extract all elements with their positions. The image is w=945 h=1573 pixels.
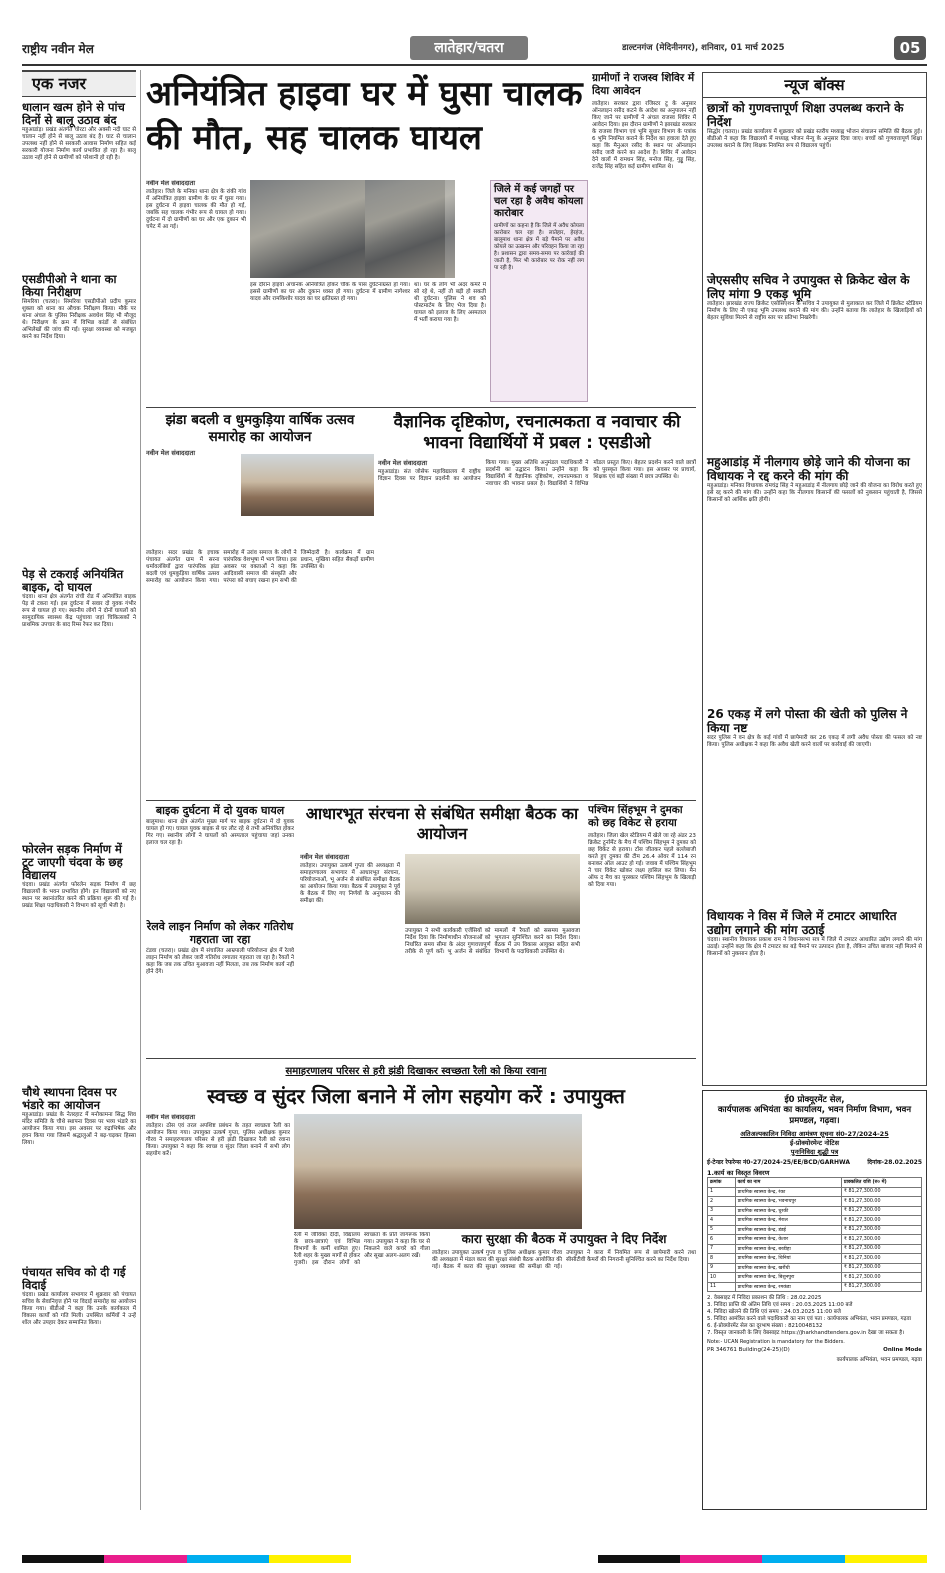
tender-date: दिनांक-28.02.2025 <box>867 1159 922 1166</box>
column-divider <box>140 70 141 1510</box>
tender-cell: 11 <box>708 1282 736 1292</box>
news-box-label <box>703 73 926 98</box>
tender-cell: प्राथमिक स्वास्थ्य केन्द्र, केतार <box>735 1235 841 1245</box>
tender-sub-2: पुनःनिविदा शुद्धी पत्र <box>790 1148 839 1156</box>
rail-story <box>146 920 294 1055</box>
tender-row <box>708 1244 922 1254</box>
lead-photo-2 <box>365 180 455 278</box>
swachh-body-1-text: लातेहार। ठोस एवं तरल अपशिष्ट प्रबंधन के तहत स्वच्छता रैली का आयोजन किया गया। उपायुक्त उत्कर्ष गुप्ता, पुलिस अधीक्षक कुमार गौरव ने समाहरणालय परिसर से हरी झंडी दिखाकर रैली को रवाना किया। उपायुक्त ने कहा कि स्वच्छ व सुंदर जिला बनाने में सभी लोग सहयोग करें। <box>146 1123 290 1157</box>
page-number: 05 <box>894 36 926 60</box>
brief-3-body: चंदवा। थाना क्षेत्र अंतर्गत रांची रोड में अनियंत्रित बाइक पेड़ से टकरा गई। इस दुर्घटना में सवार दो युवक गंभीर रूप से घायल हो गए। स्थानीय लोगों ने दोनों घायलों को सामुदायिक स्वास्थ्य केंद्र पहुंचाया जहां चिकित्सकों ने प्राथमिक उपचार के बाद रिम्स रेफर कर दिया। <box>22 594 136 628</box>
news-4-body: सदर पुलिस ने वन क्षेत्र के कई गांवों में छापेमारी कर 26 एकड़ में लगी अवैध पोस्ता की फसल को नष्ट किया। पुलिस अधीक्षक ने कहा कि अवैध खेती करने वालों पर कार्रवाई की जाएगी। <box>707 735 922 748</box>
brief-2-headline: एसडीपीओ ने थाना का किया निरीक्षण <box>22 272 117 299</box>
tender-cell: प्राथमिक स्वास्थ्य केन्द्र, रमकंडा <box>735 1282 841 1292</box>
tender-cell: ₹ 81,27,300.00 <box>841 1244 921 1254</box>
tender-row <box>708 1263 922 1273</box>
science-body <box>378 460 696 790</box>
tender-row <box>708 1225 922 1235</box>
brief-2-body: सिमरिया (चतरा)। सिमरिया एसडीपीओ प्रदीप कुमार शुक्ला को थाना का औचक निरीक्षण किया। मौके पर थाना अंचल के पुलिस निरीक्षक अवधेश सिंह भी मौजूद थे। निरीक्षण के क्रम में विभिन्न कांडों से संबंधित अभिलेखों की जांच की गई। सुरक्षा व्यवस्था को मजबूत करने का निर्देश दिया। <box>22 299 136 340</box>
news-box <box>702 72 927 1086</box>
tender-note: Note:- UCAN Registration is mandatory for the Bidders. <box>707 1339 845 1345</box>
tender-row <box>708 1254 922 1264</box>
tender-item: 7. विस्तृत जानकारी के लिए वेबसाइट https://jharkhandtenders.gov.in देखा जा सकता है। <box>707 1330 905 1336</box>
tender-cell: ₹ 81,27,300.00 <box>841 1282 921 1292</box>
tender-pr: PR 346761 Building(24-25)(D) <box>707 1347 790 1353</box>
coal-box-headline: जिले में कई जगहों पर चल रहा है अवैध कोयला कारोबार <box>494 184 584 219</box>
bike-body: बालूमाथ। थाना क्षेत्र अंतर्गत मुख्य मार्ग पर बाइक दुर्घटना में दो युवक घायल हो गए। घायल युवक बाइक से घर लौट रहे थे तभी अनियंत्रित होकर गिर गए। स्थानीय लोगों ने घायलों को अस्पताल पहुंचाया जहां उनका इलाज चल रहा है। <box>146 819 294 846</box>
news-box-label-text: न्यूज बॉक्स <box>784 76 845 94</box>
flag-body: लातेहार। सदर प्रखंड के इचाक पंचायत अंतर्गत ग्राम में सरना धर्मावलंबियों द्वारा पारंपरिक झंडा बदली एवं धुमकुड़िया वार्षिक उत्सव समारोह का आयोजन किया गया। समारोह में उरांव समाज के लोगों ने पारंपरिक वेशभूषा में भाग लिया। इस अवसर पर वक्ताओं ने कहा कि आदिवासी समाज की संस्कृति और परंपरा को बचाए रखना हम सभी की जिम्मेदारी है। कार्यक्रम में ग्राम प्रधान, मुखिया सहित सैकड़ों ग्रामीण उपस्थित थे। <box>146 550 374 584</box>
rail-headline: रेलवे लाइन निर्माण को लेकर गतिरोध गहराता जा रहा <box>146 920 294 946</box>
bike-story <box>146 804 294 914</box>
coal-box <box>490 180 588 402</box>
tender-cell: 2 <box>708 1197 736 1207</box>
lead-body-col-1 <box>146 180 246 405</box>
tender-item: 5. निविदा आमंत्रित करने वाले पदाधिकारी का नाम एवं पता : कार्यपालक अभियंता, भवन प्रमण्डल, गढ़वा <box>707 1316 911 1322</box>
tender-sub-1: ई-प्रोक्योरमेन्ट नोटिस <box>790 1139 839 1147</box>
infra-headline: आधारभूत संरचना से संबंधित समीक्षा बैठक का आयोजन <box>305 804 579 843</box>
revenue-body: लातेहार। सरकार द्वारा रजिस्टर टू के अनुसार ऑनलाइन रसीद कटने के आदेश का अनुपालन नहीं किए जाने पर ग्रामीणों ने अंचल राजस्व शिविर में आवेदन दिया। इस दौरान ग्रामीणों ने झारखंड सरकार के राजस्व विभाग एवं भूमि सुधार विभाग के पत्रांक 6 भूमि नियमित कराने के निर्देश का हवाला देते हुए कहा कि मैनुअल रसीद के स्थान पर ऑनलाइन रसीद जारी करने का आदेश है। शिविर में आवेदन देने वालों में रामधन सिंह, मनोज सिंह, गुड्डू सिंह, राजेंद्र सिंह सहित कई ग्रामीण शामिल थे। <box>592 101 696 170</box>
tender-cell: प्राथमिक स्वास्थ्य केन्द्र, बिशुनपुरा <box>735 1273 841 1283</box>
tender-cell: ₹ 81,27,300.00 <box>841 1216 921 1226</box>
tender-cell: प्राथमिक स्वास्थ्य केन्द्र, डंडई <box>735 1225 841 1235</box>
tender-row <box>708 1197 922 1207</box>
tender-col-3: प्राक्कलित राशि (रु० में) <box>841 1178 921 1188</box>
infra-body-2: उपायुक्त ने सभी कार्यकारी एजेंसियों को निर्देश दिया कि निर्माणाधीन योजनाओं को निर्धारित समय सीमा के अंदर गुणवत्तापूर्ण तरीके से पूर्ण करें। भू अर्जन से संबंधित मामलों में रैयतों को ससमय मुआवजा भुगतान सुनिश्चित करने का निर्देश दिया। बैठक में उप विकास आयुक्त सहित सभी विभागों के पदाधिकारी उपस्थित थे। <box>405 928 580 955</box>
lead-body-col-2: इस दौरान हाइवा अचानक अनियंत्रित होकर चौक के पास दुर्घटनाग्रस्त हो गया। इससे ग्रामीणों का घर और दुकान ध्वस्त हो गया। दुर्घटना में ग्रामीण नागेश्वर यादव और रामकिशोर यादव का घर क्षतिग्रस्त हो गया। <box>250 282 410 302</box>
section-banner <box>410 36 528 60</box>
cricket-body: लातेहार। जिला खेल स्टेडियम में खेले जा रहे अंडर 23 क्रिकेट टूर्नामेंट के मैच में पश्चिम सिंहभूम ने दुमका को छह विकेट से हराया। टॉस जीतकर पहले बल्लेबाजी करते हुए दुमका की टीम 26.4 ओवर में 114 रन बनाकर ऑल आउट हो गई। जवाब में पश्चिम सिंहभूम ने चार विकेट खोकर लक्ष्य हासिल कर लिया। मैन ऑफ द मैच का पुरस्कार पश्चिम सिंहभूम के खिलाड़ी को दिया गया। <box>588 833 696 888</box>
jail-story <box>432 1232 696 1507</box>
jail-headline: कारा सुरक्षा की बैठक में उपायुक्त ने दिए निर्देश <box>461 1232 667 1246</box>
tender-cell: ₹ 81,27,300.00 <box>841 1225 921 1235</box>
masthead-rule <box>22 64 927 66</box>
lead-headline: अनियंत्रित हाइवा घर में घुसा चालक की मौत, सह चालक घायल <box>146 74 583 158</box>
tender-cell: 8 <box>708 1254 736 1264</box>
tender-row <box>708 1206 922 1216</box>
brief-6-headline: पंचायत सचिव को दी गई विदाई <box>22 1265 126 1292</box>
news-3-headline: महुआडांड़ में नीलगाय छोड़े जाने की योजना का विधायक ने रद्द करने की मांग की <box>707 455 910 483</box>
brief-5-body: महुआडांड़। प्रखंड के नेतरहाट में मनोकामना सिद्ध शिव मंदिर समिति के चौथे स्थापना दिवस पर भव्य भंडारे का आयोजन किया गया। इस अवसर पर रुद्राभिषेक और हवन किया गया जिसमें श्रद्धालुओं ने बढ़-चढ़कर हिस्सा लिया। <box>22 1112 136 1146</box>
cricket-story <box>588 804 696 1054</box>
news-1-headline: छात्रों को गुणवत्तापूर्ण शिक्षा उपलब्ध कराने के निर्देश <box>707 101 904 129</box>
tender-cell: प्राथमिक स्वास्थ्य केन्द्र, धुरकी <box>735 1206 841 1216</box>
tender-row <box>708 1282 922 1292</box>
tender-cell: ₹ 81,27,300.00 <box>841 1206 921 1216</box>
tender-cell: 5 <box>708 1225 736 1235</box>
news-5-body: चंदवा। स्थानीय विधायक प्रकाश राम ने विधानसभा सत्र में जिले में टमाटर आधारित उद्योग लगाने की मांग उठाई। उन्होंने कहा कि क्षेत्र में टमाटर का बड़े पैमाने पर उत्पादन होता है, लेकिन उचित बाजार नहीं मिलने से किसानों को नुकसान होता है। <box>707 937 922 957</box>
tender-cell: 6 <box>708 1235 736 1245</box>
brief-1-body: महुआडांड़। प्रखंड अंतर्गत चोरटा और अक्सी नदी घाट से चालान नहीं होने से बालू उठाव बंद है। घाट से चालान उपलब्ध नहीं होने से सरकारी आवास निर्माण सहित कई सरकारी योजना निर्माण कार्य प्रभावित हो रहा है। बालू उठाव नहीं होने से ग्रामीणों को परेशानी हो रही है। <box>22 127 136 161</box>
brief-4-body: चंदवा। प्रखंड अंतर्गत फोरलेन सड़क निर्माण में छह विद्यालयों के भवन प्रभावित होंगे। इन विद्यालयों को नए स्थान पर स्थानांतरित करने की प्रक्रिया शुरू की गई है। प्रखंड शिक्षा पदाधिकारी ने विभाग को सूची भेजी है। <box>22 882 136 909</box>
news-3-body: महुआडांड़। मनिका विधायक रामचंद्र सिंह ने महुआडांड़ में नीलगाय छोड़े जाने की योजना का विरोध करते हुए इसे रद्द करने की मांग की। उन्होंने कहा कि नीलगाय किसानों की फसलों को नुकसान पहुंचाती है, जिससे किसानों को आर्थिक क्षति होगी। <box>707 483 922 503</box>
lead-byline: नवीन मेल संवाददाता <box>146 180 195 187</box>
tender-ref: ई-टेन्डर रेफरेन्स नं0-27/2024-25/EE/BCD/GARHWA <box>707 1159 850 1166</box>
swachh-photo <box>294 1114 582 1229</box>
cricket-headline: पश्चिम सिंहभूम ने दुमका को छह विकेट से हराया <box>588 804 683 829</box>
infra-photo <box>405 854 580 924</box>
tender-cell: प्राथमिक स्वास्थ्य केन्द्र, खरौंधी <box>735 1263 841 1273</box>
ek-nazar-label-text: एक नजर <box>32 74 87 93</box>
tender-cell: ₹ 81,27,300.00 <box>841 1254 921 1264</box>
news-4-headline: 26 एकड़ में लगे पोस्ता की खेती को पुलिस ने किया नष्ट <box>707 707 908 735</box>
tender-cell: 7 <box>708 1244 736 1254</box>
flag-story <box>146 412 374 797</box>
masthead <box>22 36 927 62</box>
tender-table-title: 1.कार्य का विस्तृत विवरण <box>707 1169 770 1177</box>
news-1-body: सिद्धोर (चतरा)। प्रखंड कार्यालय में शुक्रवार को प्रखंड स्तरीय मध्याह्न भोजन संचालन समिति की बैठक हुई। बीडीओ ने कहा कि विद्यालयों में मध्याह्न भोजन मेन्यू के अनुसार दिया जाए। बच्चों को गुणवत्तापूर्ण शिक्षा उपलब्ध कराने के लिए शिक्षक नियमित रूप से विद्यालय पहुंचें। <box>707 129 922 149</box>
science-body-text: महुआडांड़। संत जोसेफ महाविद्यालय में राष्ट्रीय विज्ञान दिवस पर विज्ञान प्रदर्शनी का आयोजन किया गया। मुख्य अतिथि अनुमंडल पदाधिकारी ने प्रदर्शनी का उद्घाटन किया। उन्होंने कहा कि विद्यार्थियों में वैज्ञानिक दृष्टिकोण, रचनात्मकता व नवाचार की भावना प्रबल है। विद्यार्थियों ने विभिन्न मॉडल प्रस्तुत किए। बेहतर प्रदर्शन करने वाले छात्रों को पुरस्कृत किया गया। इस अवसर पर प्राचार्य, शिक्षक एवं बड़ी संख्या में छात्र उपस्थित थे। <box>378 460 696 487</box>
brand-name: राष्ट्रीय नवीन मेल <box>22 42 94 56</box>
tender-cell: ₹ 81,27,300.00 <box>841 1235 921 1245</box>
tender-cell: प्राथमिक स्वास्थ्य केन्द्र, चिनियां <box>735 1254 841 1264</box>
revenue-story <box>592 72 696 402</box>
revenue-headline: ग्रामीणों ने राजस्व शिविर में दिया आवेदन <box>592 72 695 97</box>
tender-row <box>708 1235 922 1245</box>
swachh-byline: नवीन मेल संवाददाता <box>146 1114 195 1121</box>
ek-nazar-label <box>22 70 136 97</box>
brief-3-headline: पेड़ से टकराई अनियंत्रित बाइक, दो घायल <box>22 567 124 594</box>
tender-cell: 1 <box>708 1187 736 1197</box>
tender-item: 4. निविदा खोलने की तिथि एवं समय : 24.03.2025 11:00 बजे <box>707 1309 841 1315</box>
science-byline: नवीन मेल संवाददाता <box>378 459 427 467</box>
tender-row <box>708 1273 922 1283</box>
rail-body: टंडवा (चतरा)। प्रखंड क्षेत्र में संचालित आम्रपाली परियोजना क्षेत्र में रेलवे लाइन निर्माण को लेकर जारी गतिरोध लगातार गहराता जा रहा है। रैयतों ने कहा कि जब तक उचित मुआवजा नहीं मिलता, तब तक निर्माण कार्य नहीं होने देंगे। <box>146 948 294 975</box>
tender-cell: प्राथमिक स्वास्थ्य केन्द्र, मेराल <box>735 1216 841 1226</box>
tender-cell: ₹ 81,27,300.00 <box>841 1187 921 1197</box>
flag-body-a <box>146 450 236 510</box>
tender-cell: 3 <box>708 1206 736 1216</box>
tender-cell: प्राथमिक स्वास्थ्य केन्द्र, भवनाथपुर <box>735 1197 841 1207</box>
lead-body-col-3: था। घर के लोग भी अंदर कमरे में सो रहे थे, नहीं तो बड़ी हो सकती थी दुर्घटना। पुलिस ने शव को पोस्टमार्टम के लिए भेज दिया है। घायल को इलाज के लिए अस्पताल में भर्ती कराया गया है। <box>414 282 486 323</box>
science-story <box>378 412 696 797</box>
tender-cell: प्राथमिक स्वास्थ्य केन्द्र, रंका <box>735 1187 841 1197</box>
swachh-body-1 <box>146 1114 290 1509</box>
swachh-body-2: रैली में जीविका दीदी, विद्यालय के छात्र-छात्राएं एवं विभिन्न विभागों के कर्मी शामिल हुए। रैली शहर के मुख्य मार्गों से होकर गुजरी। इस दौरान लोगों को स्वच्छता के प्रति जागरूक किया गया। उपायुक्त ने कहा कि घर से निकलने वाले कचरे को गीला और सूखा अलग-अलग रखें। <box>294 1232 430 1266</box>
news-2-headline: जेएससीए सचिव ने उपायुक्त से क्रिकेट खेल के लिए मांगा 9 एकड़ भूमि <box>707 273 910 301</box>
flag-byline: नवीन मेल संवाददाता <box>146 449 195 457</box>
science-headline: वैज्ञानिक दृष्टिकोण, रचनात्मकता व नवाचार की भावना विद्यार्थियों में प्रबल : एसडीओ <box>393 412 681 453</box>
infra-body-1 <box>300 854 400 994</box>
tender-cell: 10 <box>708 1273 736 1283</box>
dateline: डाल्टनगंज (मेदिनीनगर), शनिवार, 01 मार्च 2025 <box>622 43 785 53</box>
jail-body: लातेहार। उपायुक्त उत्कर्ष गुप्ता व पुलिस अधीक्षक कुमार गौरव की अध्यक्षता में मंडल कारा की सुरक्षा संबंधी बैठक आयोजित की गई। बैठक में कारा की सुरक्षा व्यवस्था की समीक्षा की गई। उपायुक्त ने कारा में नियमित रूप से छापेमारी करने तथा सीसीटीवी कैमरों की निगरानी सुनिश्चित करने का निर्देश दिया। <box>432 1250 696 1270</box>
swachh-kicker: समाहरणालय परिसर से हरी झंडी दिखाकर स्वच्छता रैली को किया रवाना <box>285 1066 547 1077</box>
swachh-headline: स्वच्छ व सुंदर जिला बनाने में लोग सहयोग करें : उपायुक्त <box>207 1084 625 1108</box>
tender-table <box>707 1177 922 1292</box>
flag-photo <box>241 454 374 516</box>
tender-online: Online Mode <box>883 1347 922 1353</box>
flag-headline: झंडा बदली व धुमकुड़िया वार्षिक उत्सव समारोह का आयोजन <box>165 412 355 445</box>
print-color-bar <box>22 1555 927 1563</box>
tender-cell: ₹ 81,27,300.00 <box>841 1273 921 1283</box>
lead-body-1: लातेहार। जिले के मनिका थाना क्षेत्र के रांकी गांव में अनियंत्रित हाइवा ग्रामीण के घर में घुसा गया। इस दुर्घटना में हाइवा चालक की मौत हो गई, जबकि सह चालक गंभीर रूप से घायल हो गया। दुर्घटना में दो ग्रामीणों का घर और एक दुकान भी चपेट में आ गई। <box>146 189 246 230</box>
brief-1-headline: धालान खत्म होने से पांच दिनों से बालू उठाव बंद <box>22 100 125 127</box>
brief-4-headline: फोरलेन सड़क निर्माण में टूट जाएगी चंदवा के छह विद्यालय <box>22 842 123 882</box>
tender-col-1: क्रमांक <box>708 1178 736 1188</box>
section-rule-3 <box>146 1058 696 1059</box>
tender-row <box>708 1187 922 1197</box>
tender-head-2: कार्यपालक अभियंता का कार्यालय, भवन निर्माण विभाग, भवन प्रमण्डल, गढ़वा। <box>717 1105 912 1126</box>
tender-items <box>707 1295 922 1337</box>
tender-head-1: ई0 प्रोक्यूरमेंट सेल, <box>784 1095 845 1105</box>
tender-cell: ₹ 81,27,300.00 <box>841 1197 921 1207</box>
tender-item: 2. वेबसाइट में निविदा प्रकाशन की तिथि : 28.02.2025 <box>707 1295 822 1301</box>
tender-item: 3. निविदा प्राप्ति की अंतिम तिथि एवं समय : 20.03.2025 11:00 बजे <box>707 1302 853 1308</box>
tender-cell: 4 <box>708 1216 736 1226</box>
section-rule-2 <box>146 800 696 801</box>
infra-body-1-text: लातेहार। उपायुक्त उत्कर्ष गुप्ता की अध्यक्षता में समाहरणालय सभागार में आधारभूत संरचना, परियोजनाओं, भू अर्जन से संबंधित समीक्षा बैठक का आयोजन किया गया। बैठक में उपायुक्त ने पूर्व के बैठक में लिए गए निर्णयों के अनुपालन की समीक्षा की। <box>300 863 400 904</box>
tender-item: 6. ई-प्रोक्योरमेंट सेल का दूरभाष संख्या : 8210048132 <box>707 1323 823 1329</box>
tender-notice <box>702 1090 927 1510</box>
tender-sign: कार्यपालक अभियंता, भवन प्रमण्डल, गढ़वा <box>836 1357 922 1363</box>
brief-5-headline: चौथे स्थापना दिवस पर भंडारे का आयोजन <box>22 1085 117 1112</box>
news-5-headline: विधायक ने विस में जिले में टमाटर आधारित उद्योग लगाने की मांग उठाई <box>707 909 897 937</box>
brief-6-body: चंदवा। प्रखंड कार्यालय सभागार में शुक्रवार को पंचायत सचिव के सेवानिवृत्त होने पर विदाई समारोह का आयोजन किया गया। बीडीओ ने कहा कि उनके कार्यकाल में विकास कार्यों को गति मिली। उपस्थित कर्मियों ने उन्हें शॉल और उपहार देकर सम्मानित किया। <box>22 1292 136 1326</box>
tender-cell: 9 <box>708 1263 736 1273</box>
tender-cell: ₹ 81,27,300.00 <box>841 1263 921 1273</box>
infra-story <box>300 804 584 1054</box>
section-rule-1 <box>146 407 696 408</box>
tender-notice-title: अतिअल्पकालिन निविदा आमंत्रण सूचना सं0-27/2024-25 <box>740 1130 889 1138</box>
ek-nazar-column <box>22 70 136 1510</box>
news-2-body: लातेहार। झारखंड राज्य क्रिकेट एसोसिएशन के सचिव ने उपायुक्त से मुलाकात कर जिले में क्रिकेट स्टेडियम निर्माण के लिए नौ एकड़ भूमि उपलब्ध कराने की मांग की। उन्होंने बताया कि लातेहार के खिलाड़ियों को बेहतर सुविधा मिलने से राष्ट्रीय स्तर पर प्रतिभा निखरेगी। <box>707 301 922 321</box>
tender-cell: प्राथमिक स्वास्थ्य केन्द्र, बरडीहा <box>735 1244 841 1254</box>
coal-box-body: ग्रामीणों का कहना है कि जिले में अवैध कोयला कारोबार चल रहा है। लातेहार, हेरहंज, बालूमाथ थाना क्षेत्र में बड़े पैमाने पर अवैध कोयले का उत्खनन और परिवहन किया जा रहा है। प्रशासन द्वारा समय-समय पर कार्रवाई की जाती है, फिर भी कारोबार पर रोक नहीं लग पा रही है। <box>494 223 584 271</box>
infra-byline: नवीन मेल संवाददाता <box>300 853 349 861</box>
section-title: लातेहार/चतरा <box>434 40 504 56</box>
bike-headline: बाइक दुर्घटना में दो युवक घायल <box>155 804 285 817</box>
tender-row <box>708 1216 922 1226</box>
tender-col-2: कार्य का नाम <box>735 1178 841 1188</box>
